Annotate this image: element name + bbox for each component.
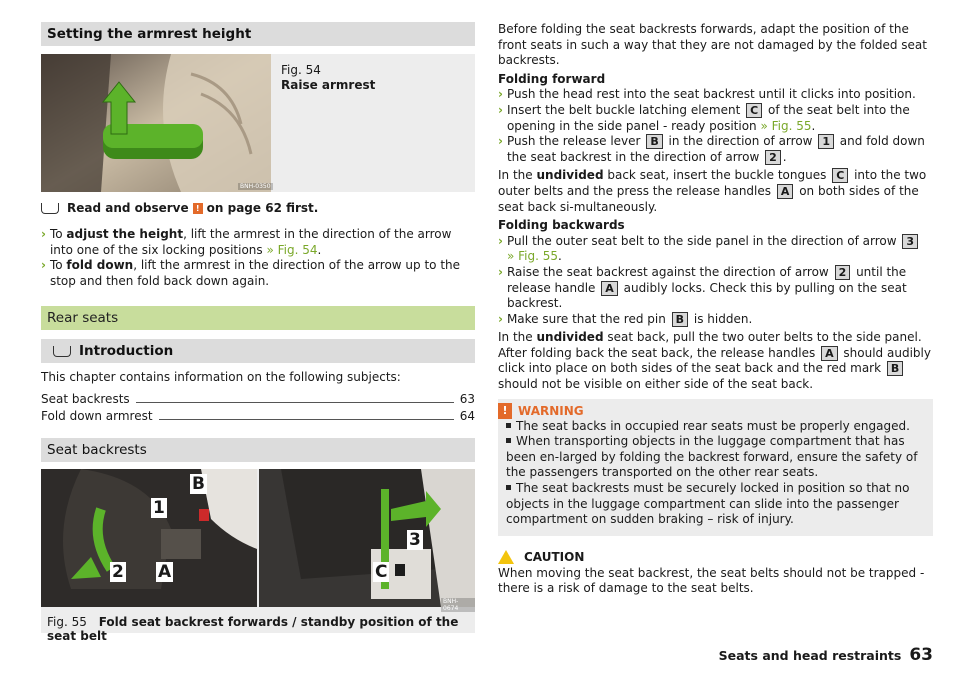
- chevron-right-icon: ›: [498, 311, 503, 326]
- marker-A: A: [158, 561, 172, 582]
- warning-title: WARNING: [518, 403, 584, 418]
- page-number: 63: [909, 645, 933, 665]
- fig-54-link[interactable]: » Fig. 54: [266, 242, 318, 257]
- marker-3: 3: [409, 529, 421, 550]
- chevron-right-icon: ›: [41, 258, 46, 273]
- chevron-right-icon: ›: [498, 102, 503, 117]
- list-item: › Push the head rest into the seat backrest until it clicks into position.: [498, 87, 916, 102]
- caution-title: CAUTION: [524, 549, 585, 564]
- square-bullet-icon: [506, 423, 511, 428]
- toc: [41, 392, 475, 424]
- figure-55-caption: Fold seat backrest forwards / standby position of the seat belt: [47, 614, 459, 643]
- seat-backrests-heading: Seat backrests: [41, 438, 475, 462]
- warning-header: [498, 403, 925, 419]
- book-icon: [53, 346, 71, 357]
- caution-header: [498, 550, 933, 564]
- list-item: › To fold down, lift the armrest in the direction of the arrow up to the stop and then fold back down again.: [41, 258, 461, 288]
- warning-item: The seat backrests must be securely locked in position so that no objects in the luggage compartment can slide into the passenger compartment on sudden braking – risk of injury.: [506, 481, 910, 527]
- toc-row[interactable]: Fold down armrest 64: [41, 408, 475, 423]
- caution-icon: [498, 550, 514, 564]
- folding-forward-heading: Folding forward: [498, 71, 606, 86]
- fig-55-link[interactable]: » Fig. 55: [506, 249, 558, 264]
- intro-paragraph: Before folding the seat backrests forwards, adapt the position of the front seats in such a way that they are not damaged by the folded seat backrests.: [498, 22, 927, 68]
- chevron-right-icon: ›: [498, 233, 503, 248]
- introduction-heading: Introduction: [41, 339, 475, 363]
- list-item: › Make sure that the red pin B is hidden.: [498, 311, 753, 326]
- folding-backwards-heading: Folding backwards: [498, 218, 625, 233]
- right-column: [498, 22, 933, 597]
- fig-55-link[interactable]: » Fig. 55: [760, 118, 812, 133]
- figure-55: [41, 469, 475, 643]
- figure-55-label: Fig. 55: [47, 614, 87, 629]
- chevron-right-icon: ›: [498, 87, 503, 102]
- marker-2: 2: [112, 561, 124, 582]
- undivided-paragraph-2: In the undivided seat back, pull the two outer belts to the side panel. After folding back the seat back, the release handles A should audibly click into place on both sides of the seat back and the red mark B should not be visible on either side of the seat back.: [498, 330, 931, 392]
- left-column: [41, 22, 475, 643]
- warning-mini-icon: !: [193, 203, 203, 214]
- marker-1: 1: [153, 497, 165, 518]
- undivided-paragraph-1: In the undivided back seat, insert the buckle tongues C into the two outer belts and the press the release handles A on both sides of the seat back si-multaneously.: [498, 168, 927, 214]
- list-item: › To adjust the height, lift the armrest in the direction of the arrow into one of the six locking positions » Fig. 54.: [41, 227, 452, 257]
- rear-seats-heading: Rear seats: [41, 306, 475, 330]
- marker-C: C: [375, 561, 388, 582]
- warning-item: The seat backs in occupied rear seats must be properly engaged.: [506, 419, 925, 435]
- list-item: › Push the release lever B in the direction of arrow 1 and fold down the seat backrest in the direction of arrow 2 .: [498, 134, 925, 164]
- marker-B: B: [192, 473, 205, 494]
- read-observe-page: on page 62 first.: [206, 201, 319, 215]
- list-item: › Raise the seat backrest against the direction of arrow 2 until the release handle A audibly locks. Check this by pulling on the seat backrest.: [498, 264, 907, 311]
- footer-chapter: Seats and head restraints: [718, 647, 902, 663]
- figure-54-caption-block: [281, 63, 375, 93]
- warning-icon: !: [498, 403, 512, 419]
- square-bullet-icon: [506, 485, 511, 490]
- figure-54-code: BNH-0350: [240, 183, 271, 190]
- figure-54: [41, 54, 475, 192]
- warning-item: When transporting objects in the luggage compartment that has been en-larged by folding the backrest forward, ensure the safety of the passengers transported on the other rear seats.: [506, 434, 918, 480]
- chevron-right-icon: ›: [498, 134, 503, 149]
- toc-row[interactable]: Seat backrests 63: [41, 391, 475, 406]
- book-icon: [41, 203, 59, 214]
- list-item: › Pull the outer seat belt to the side panel in the direction of arrow 3 » Fig. 55.: [498, 234, 933, 265]
- figure-55-caption-block: [47, 615, 475, 643]
- armrest-instructions: [41, 227, 475, 289]
- armrest-section-title: Setting the armrest height: [41, 22, 475, 46]
- figure-54-label: Fig. 54: [281, 63, 321, 77]
- read-observe-text: Read and observe: [67, 201, 189, 215]
- intro-text: This chapter contains information on the following subjects:: [41, 370, 401, 385]
- figure-55-code: BNH-0674: [441, 598, 475, 612]
- figure-54-caption: Raise armrest: [281, 78, 376, 92]
- list-item: › Insert the belt buckle latching element C of the seat belt into the opening in the side panel - ready position » Fig. 55.: [498, 102, 910, 133]
- chevron-right-icon: ›: [41, 227, 46, 241]
- read-observe-line: [41, 201, 475, 215]
- armrest-illustration: [41, 54, 271, 192]
- chevron-right-icon: ›: [498, 264, 503, 279]
- caution-text: When moving the seat backrest, the seat belts should not be trapped - there is a risk of damage to the seat belts.: [498, 565, 925, 596]
- square-bullet-icon: [506, 438, 511, 443]
- page-footer: [719, 645, 933, 665]
- warning-box: [498, 399, 933, 536]
